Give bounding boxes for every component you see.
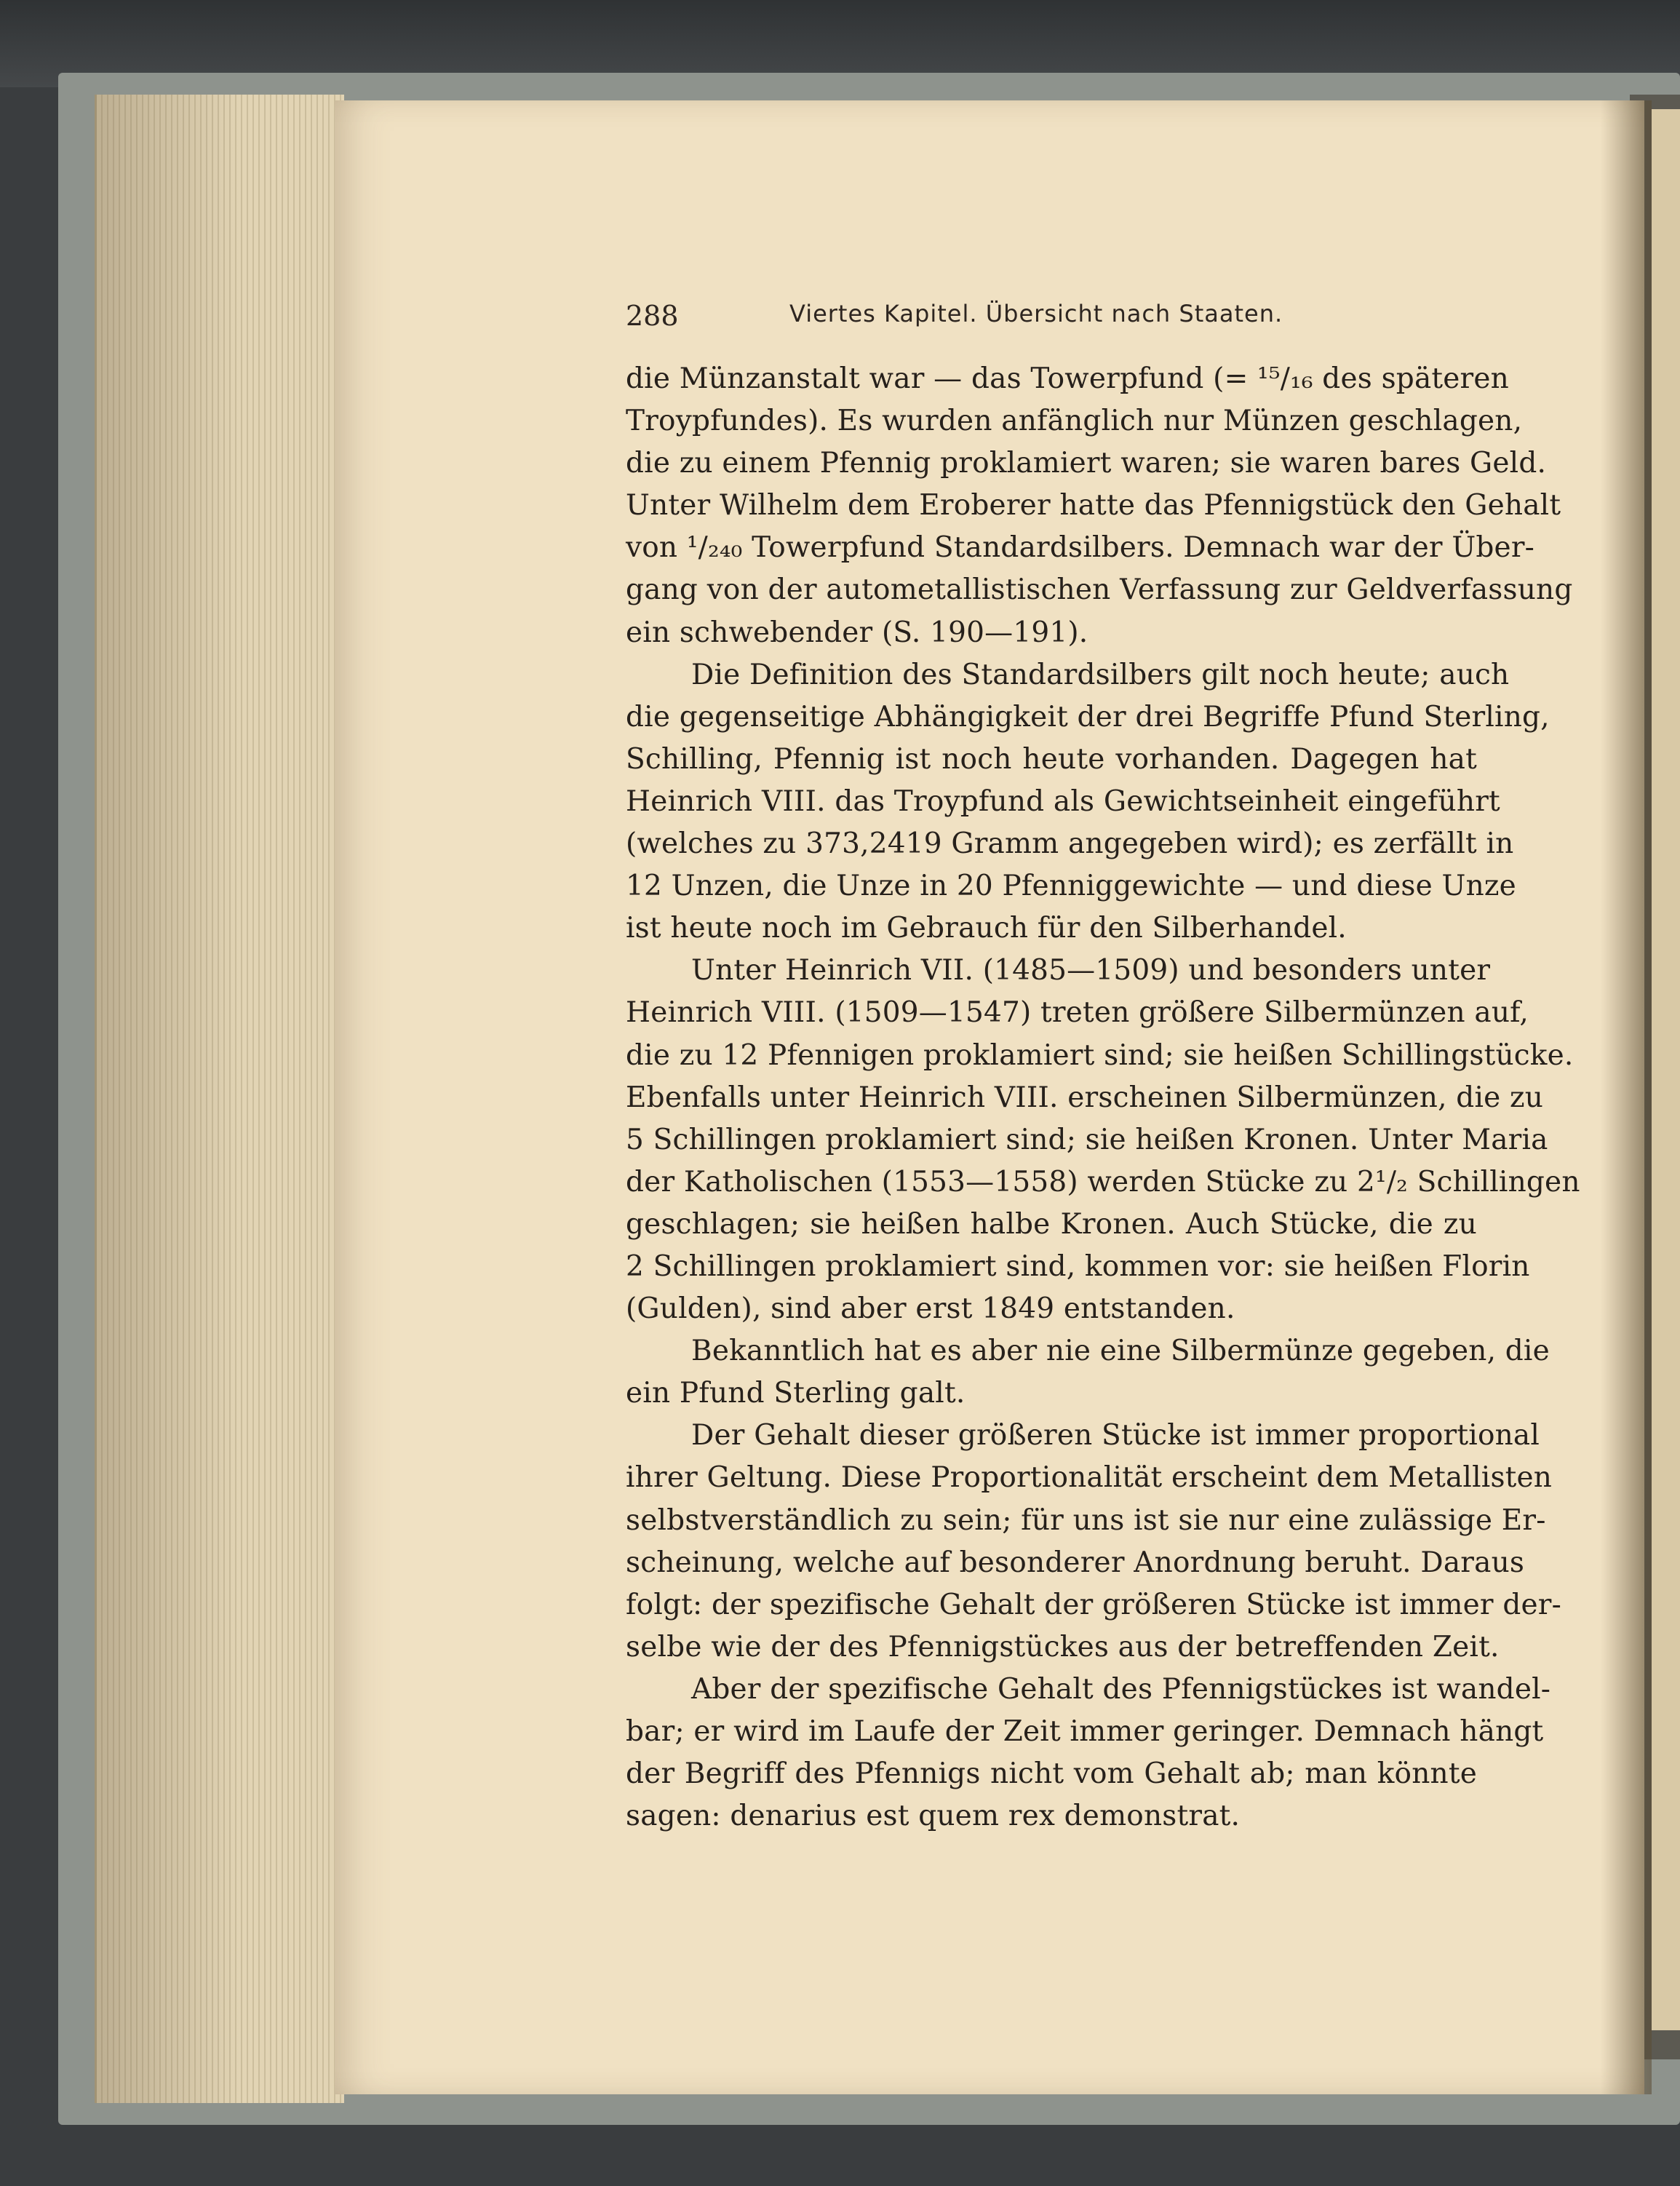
text-line: Der Gehalt dieser größeren Stücke ist immer proportional	[691, 1419, 1540, 1452]
text-line: Die Definition des Standardsilbers gilt noch heute; auch	[691, 658, 1510, 691]
text-line: die zu 12 Pfennigen proklamiert sind; sie heißen Schillingstücke.	[626, 1038, 1574, 1072]
text-line: ein schwebender (S. 190—191).	[626, 616, 1088, 649]
text-line: die zu einem Pfennig proklamiert waren; sie waren bares Geld.	[626, 447, 1547, 480]
text-line: gang von der autometallistischen Verfassung zur Geldverfassung	[626, 573, 1573, 607]
text-line: Aber der spezifische Gehalt des Pfennigstückes ist wandel-	[691, 1672, 1551, 1706]
text-line: ein Pfund Sterling galt.	[626, 1377, 966, 1410]
text-line: der Katholischen (1553—1558) werden Stücke zu 2¹/₂ Schillingen	[626, 1165, 1580, 1199]
text-line: 2 Schillingen proklamiert sind, kommen vor: sie heißen Florin	[626, 1249, 1530, 1283]
running-header: Viertes Kapitel. Übersicht nach Staaten.	[789, 300, 1283, 327]
text-line: (welches zu 373,2419 Gramm angegeben wird); es zerfällt in	[626, 827, 1514, 861]
text-line: 5 Schillingen proklamiert sind; sie heißen Kronen. Unter Maria	[626, 1123, 1548, 1156]
text-line: selbe wie der des Pfennigstückes aus der betreffenden Zeit.	[626, 1630, 1500, 1664]
text-line: sagen: denarius est quem rex demonstrat.	[626, 1800, 1241, 1833]
text-line: Bekanntlich hat es aber nie eine Silbermünze gegeben, die	[691, 1335, 1550, 1368]
page-number: 288	[626, 300, 679, 332]
text-line: ist heute noch im Gebrauch für den Silberhandel.	[626, 912, 1347, 945]
text-line: die Münzanstalt war — das Towerpfund (= ¹⁵/₁₆ des späteren	[626, 362, 1509, 395]
text-line: Ebenfalls unter Heinrich VIII. erscheinen Silbermünzen, die zu	[626, 1081, 1544, 1114]
page-gutter-shadow	[1601, 100, 1652, 2094]
text-line: (Gulden), sind aber erst 1849 entstanden.	[626, 1292, 1235, 1326]
text-line: die gegenseitige Abhängigkeit der drei Begriffe Pfund Sterling,	[626, 700, 1550, 734]
page-edges-shadow	[95, 95, 342, 2103]
text-line: 12 Unzen, die Unze in 20 Pfenniggewichte — und diese Unze	[626, 870, 1516, 903]
text-line: Unter Heinrich VII. (1485—1509) und besonders unter	[691, 954, 1491, 987]
text-line: Troypfundes). Es wurden anfänglich nur Münzen geschlagen,	[626, 405, 1523, 438]
text-line: folgt: der spezifische Gehalt der größeren Stücke ist immer der-	[626, 1588, 1562, 1621]
text-line: Heinrich VIII. (1509—1547) treten größere Silbermünzen auf,	[626, 996, 1529, 1030]
text-line: bar; er wird im Laufe der Zeit immer geringer. Demnach hängt	[626, 1715, 1544, 1748]
text-line: selbstverständlich zu sein; für uns ist sie nur eine zulässige Er-	[626, 1503, 1546, 1537]
text-line: Schilling, Pfennig ist noch heute vorhanden. Dagegen hat	[626, 742, 1477, 776]
body-text	[626, 358, 1580, 1837]
text-line: der Begriff des Pfennigs nicht vom Gehalt ab; man könnte	[626, 1757, 1477, 1791]
text-line: von ¹/₂₄₀ Towerpfund Standardsilbers. Demnach war der Über-	[626, 531, 1535, 565]
facing-page-edge	[1652, 109, 1680, 2030]
text-line: ihrer Geltung. Diese Proportionalität erscheint dem Metallisten	[626, 1461, 1553, 1495]
text-line: geschlagen; sie heißen halbe Kronen. Auch Stücke, die zu	[626, 1207, 1477, 1241]
text-line: Heinrich VIII. das Troypfund als Gewichtseinheit eingeführt	[626, 784, 1500, 818]
text-line: Unter Wilhelm dem Eroberer hatte das Pfennigstück den Gehalt	[626, 489, 1561, 522]
text-line: scheinung, welche auf besonderer Anordnung beruht. Daraus	[626, 1546, 1525, 1579]
